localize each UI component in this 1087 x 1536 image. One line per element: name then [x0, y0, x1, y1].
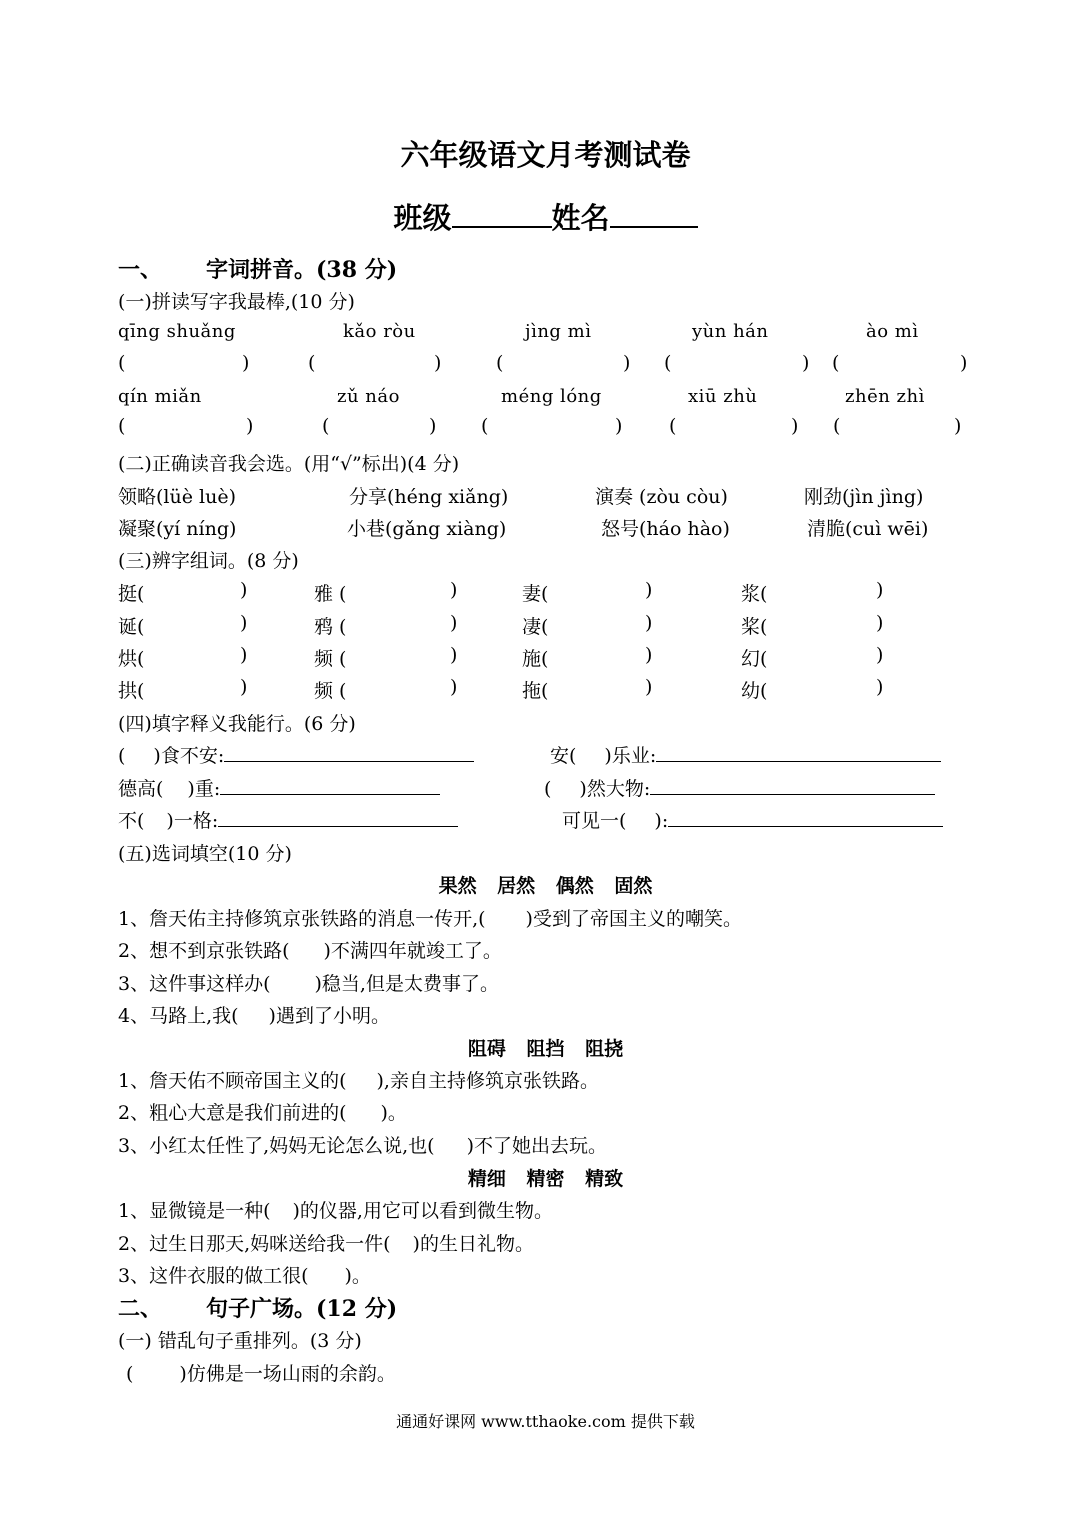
pinyin-1-2: kǎo ròu	[343, 321, 416, 342]
char-group-cell[interactable]: 拱(	[118, 680, 145, 702]
answer-box-1-4-close: )	[802, 352, 810, 374]
answer-line[interactable]	[656, 741, 941, 762]
sentence	[118, 969, 499, 996]
paren-close: )	[645, 612, 653, 634]
paren-close: )	[876, 612, 884, 634]
answer-line[interactable]	[650, 774, 935, 795]
paren-close: )	[645, 644, 653, 666]
idiom-text: ):	[654, 810, 669, 832]
sentence	[118, 1098, 407, 1125]
sentence-text: )不了她出去玩。	[466, 1135, 608, 1157]
name-blank[interactable]	[610, 200, 698, 228]
sentence-text: 2、想不到京张铁路(	[118, 940, 290, 962]
answer-box-1-3[interactable]: (	[496, 352, 504, 374]
sentence-text: 4、马路上,我(	[118, 1005, 239, 1027]
pinyin-2-1: qín miǎn	[118, 386, 202, 407]
sentence-text: 2、粗心大意是我们前进的(	[118, 1102, 347, 1124]
part-2-1-heading: (一) 错乱句子重排列。(3 分)	[118, 1330, 362, 1352]
sentence-text: 1、詹天佑主持修筑京张铁路的消息一传开,(	[118, 908, 486, 930]
answer-box-2-3-close: )	[615, 415, 623, 437]
answer-box-1-5-close: )	[960, 352, 968, 374]
paren-close: )	[876, 676, 884, 698]
paren-close: )	[876, 579, 884, 601]
answer-box-2-4[interactable]: (	[669, 415, 677, 437]
sentence-text: )受到了帝国主义的嘲笑。	[525, 908, 742, 930]
sentence-text: ),亲自主持修筑京张铁路。	[376, 1070, 599, 1092]
idiom-item[interactable]	[118, 741, 474, 768]
pinyin-1-5: ào mì	[866, 321, 919, 342]
section-2-number: 二、	[118, 1296, 163, 1322]
answer-box-1-1-close: )	[242, 352, 250, 374]
char-group-cell[interactable]: 雅 (	[314, 583, 347, 605]
idiom-text: )食不安:	[153, 745, 225, 767]
paren-close: )	[240, 579, 248, 601]
paren-close: )	[450, 644, 458, 666]
answer-box-2-1[interactable]: (	[118, 415, 126, 437]
page-title: 六年级语文月考测试卷	[400, 138, 691, 172]
idiom-text: 安(	[550, 745, 577, 767]
idiom-text: 可见一(	[562, 810, 627, 832]
sentence-text: )的生日礼物。	[412, 1233, 534, 1255]
part-2-heading: (二)正确读音我会选。(用“√”标出)(4 分)	[118, 453, 460, 475]
pronunciation-choice[interactable]: 清脆(cuì wēi)	[807, 518, 929, 540]
word-bank-3: 精细 精密 精致	[467, 1168, 624, 1190]
answer-box-2-4-close: )	[791, 415, 799, 437]
char-group-cell[interactable]: 凄(	[522, 616, 549, 638]
class-name-line	[118, 196, 973, 237]
idiom-item[interactable]	[118, 774, 440, 801]
pinyin-1-4: yùn hán	[692, 321, 769, 342]
answer-box-1-3-close: )	[623, 352, 631, 374]
pronunciation-choice[interactable]: 凝聚(yí níng)	[118, 518, 237, 540]
name-label: 姓名	[551, 201, 610, 235]
pronunciation-choice[interactable]: 领略(lüè luè)	[118, 486, 236, 508]
idiom-item[interactable]	[118, 806, 458, 833]
paren-close: )	[240, 612, 248, 634]
pronunciation-choice[interactable]: 演奏 (zòu còu)	[595, 486, 728, 508]
sentence-text: )的仪器,用它可以看到微生物。	[292, 1200, 553, 1222]
idiom-item[interactable]	[562, 806, 943, 833]
section-1-number: 一、	[118, 257, 163, 283]
idiom-text: )重:	[187, 778, 221, 800]
answer-line[interactable]	[668, 806, 943, 827]
paren-close: )	[450, 579, 458, 601]
section-1-title: 字词拼音。(38 分)	[206, 257, 398, 283]
answer-line[interactable]	[220, 774, 440, 795]
sentence-text: 1、詹天佑不顾帝国主义的(	[118, 1070, 347, 1092]
pinyin-2-4: xiū zhù	[688, 386, 758, 407]
paren-close: )	[645, 676, 653, 698]
sentence	[118, 1131, 607, 1158]
char-group-cell[interactable]: 烘(	[118, 648, 145, 670]
char-group-cell[interactable]: 浆(	[741, 583, 768, 605]
pinyin-2-2: zǔ náo	[337, 386, 400, 407]
sentence	[118, 904, 742, 931]
char-group-cell[interactable]: 诞(	[118, 616, 145, 638]
sentence	[118, 1001, 390, 1028]
answer-line[interactable]	[218, 806, 458, 827]
answer-box-2-2[interactable]: (	[322, 415, 330, 437]
paren-close: )	[240, 644, 248, 666]
idiom-text: (	[544, 778, 552, 800]
part-1-heading: (一)拼读写字我最棒,(10 分)	[118, 291, 355, 313]
idiom-text: )然大物:	[579, 778, 651, 800]
section-2-heading	[118, 1292, 397, 1323]
answer-box-1-4[interactable]: (	[664, 352, 672, 374]
answer-line[interactable]	[224, 741, 474, 762]
idiom-text: 德高(	[118, 778, 164, 800]
sentence-text: )稳当,但是太费事了。	[314, 973, 499, 995]
sentence-text: )。	[380, 1102, 407, 1124]
class-label: 班级	[393, 201, 452, 235]
idiom-text: )乐业:	[604, 745, 657, 767]
pronunciation-choice[interactable]: 分享(héng xiǎng)	[349, 486, 509, 508]
char-group-cell[interactable]: 频 (	[314, 680, 347, 702]
pronunciation-choice[interactable]: 怒号(háo hào)	[601, 518, 730, 540]
pronunciation-choice[interactable]: 小巷(gǎng xiàng)	[347, 518, 507, 540]
answer-box-2-2-close: )	[429, 415, 437, 437]
sentence	[118, 1196, 553, 1223]
sentence-text: 3、小红太任性了,妈妈无论怎么说,也(	[118, 1135, 435, 1157]
sentence-text: )仿佛是一场山雨的余韵。	[179, 1363, 396, 1385]
sentence	[118, 1229, 534, 1256]
char-group-cell[interactable]: 频 (	[314, 648, 347, 670]
answer-box-2-5-close: )	[954, 415, 962, 437]
pronunciation-choice[interactable]: 刚劲(jìn jìng)	[804, 486, 924, 508]
sentence-text: 3、这件事这样办(	[118, 973, 271, 995]
idiom-text: (	[118, 745, 126, 767]
paren-close: )	[450, 676, 458, 698]
section-1-heading	[118, 253, 397, 284]
section-2-title: 句子广场。(12 分)	[206, 1296, 398, 1322]
paren-close: )	[240, 676, 248, 698]
sentence-text: )。	[344, 1265, 371, 1287]
char-group-cell[interactable]: 施(	[522, 648, 549, 670]
char-group-cell[interactable]: 桨(	[741, 616, 768, 638]
idiom-item[interactable]	[550, 741, 941, 768]
idiom-text: )一格:	[166, 810, 219, 832]
part-3-heading: (三)辨字组词。(8 分)	[118, 550, 299, 572]
answer-box-1-5[interactable]: (	[832, 352, 840, 374]
answer-box-1-1[interactable]: (	[118, 352, 126, 374]
sentence	[118, 1066, 599, 1093]
answer-box-2-1-close: )	[246, 415, 254, 437]
sentence-text: )遇到了小明。	[268, 1005, 390, 1027]
pinyin-1-1: qīng shuǎng	[118, 321, 236, 342]
idiom-item[interactable]	[544, 774, 935, 801]
paren-close: )	[876, 644, 884, 666]
answer-box-2-3[interactable]: (	[481, 415, 489, 437]
idiom-text: 不(	[118, 810, 145, 832]
word-bank-2: 阻碍 阻挡 阻挠	[467, 1038, 624, 1060]
paren-close: )	[645, 579, 653, 601]
footer: 通通好课网 www.tthaoke.com 提供下载	[396, 1412, 695, 1431]
char-group-cell[interactable]: 幻(	[741, 648, 768, 670]
pinyin-2-3: méng lóng	[501, 386, 602, 407]
paren-close: )	[450, 612, 458, 634]
sentence	[118, 1261, 371, 1288]
pinyin-2-5: zhēn zhì	[845, 386, 925, 407]
char-group-cell[interactable]: 幼(	[741, 680, 768, 702]
word-bank-1: 果然 居然 偶然 固然	[438, 875, 653, 897]
pinyin-1-3: jìng mì	[525, 321, 592, 342]
part-4-heading: (四)填字释义我能行。(6 分)	[118, 713, 356, 735]
order-blank-open[interactable]: (	[126, 1363, 134, 1385]
sentence	[118, 936, 502, 963]
part-5-heading: (五)选词填空(10 分)	[118, 843, 292, 865]
char-group-cell[interactable]: 挺(	[118, 583, 145, 605]
exam-page	[118, 0, 973, 1536]
answer-box-1-2[interactable]: (	[308, 352, 316, 374]
char-group-cell[interactable]: 鸦 (	[314, 616, 347, 638]
char-group-cell[interactable]: 拖(	[522, 680, 549, 702]
sentence-text: )不满四年就竣工了。	[323, 940, 502, 962]
sentence-text: 3、这件衣服的做工很(	[118, 1265, 309, 1287]
class-blank[interactable]	[452, 200, 552, 228]
reorder-sentence	[126, 1359, 396, 1386]
answer-box-1-2-close: )	[434, 352, 442, 374]
sentence-text: 1、显微镜是一种(	[118, 1200, 271, 1222]
char-group-cell[interactable]: 妻(	[522, 583, 549, 605]
sentence-text: 2、过生日那天,妈咪送给我一件(	[118, 1233, 391, 1255]
answer-box-2-5[interactable]: (	[833, 415, 841, 437]
